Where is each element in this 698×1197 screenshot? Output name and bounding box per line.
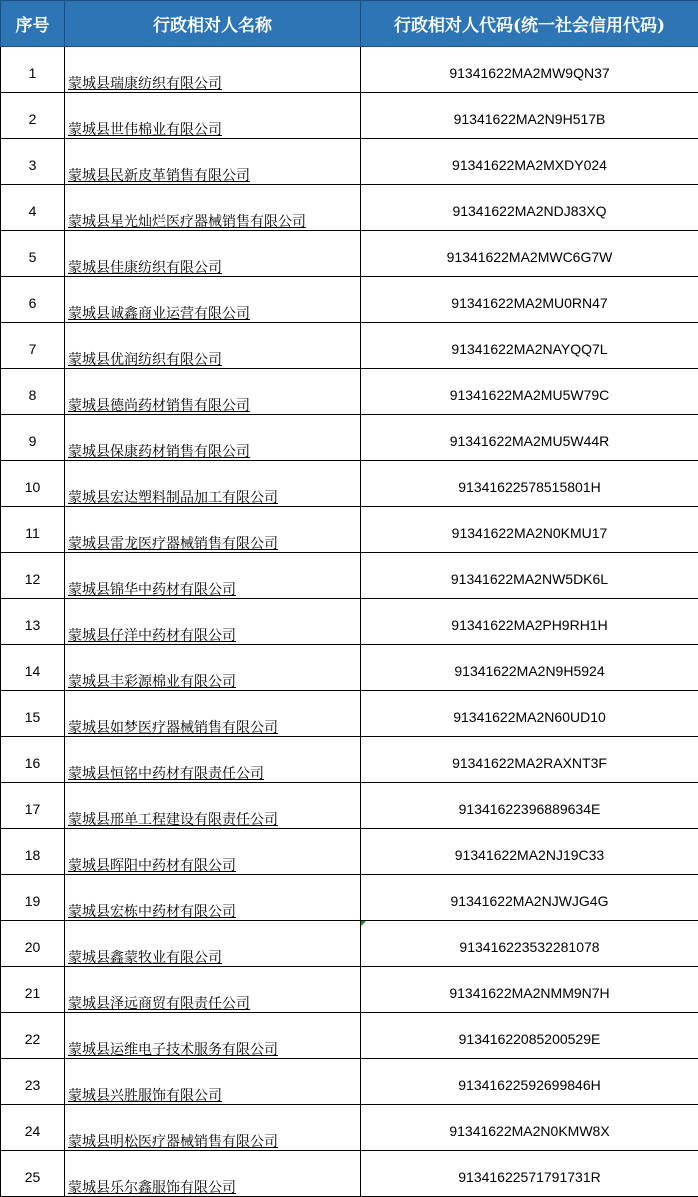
cell-serial-number[interactable]: 12 — [1, 553, 65, 599]
table-row — [1, 1151, 698, 1197]
table-row — [1, 415, 698, 461]
cell-entity-name[interactable] — [65, 323, 361, 369]
cell-credit-code[interactable]: 91341622MA2MWC6G7W — [361, 231, 698, 277]
cell-serial-number[interactable]: 1 — [1, 47, 65, 93]
cell-serial-number[interactable]: 13 — [1, 599, 65, 645]
cell-serial-number[interactable]: 22 — [1, 1013, 65, 1059]
cell-credit-code[interactable]: 91341622571791731R — [361, 1151, 698, 1197]
cell-serial-number[interactable]: 15 — [1, 691, 65, 737]
entity-name-text: 蒙城县仔洋中药材有限公司 — [68, 627, 236, 643]
entity-name-text: 蒙城县兴胜服饰有限公司 — [68, 1087, 222, 1103]
entity-name-text: 蒙城县民新皮革销售有限公司 — [68, 167, 250, 183]
entity-name-text: 蒙城县诚鑫商业运营有限公司 — [68, 305, 250, 321]
column-header-entity-name[interactable]: 行政相对人名称 — [65, 1, 361, 47]
cell-credit-code[interactable]: 91341622MA2NMM9N7H — [361, 967, 698, 1013]
table-row — [1, 737, 698, 783]
entity-name-text: 蒙城县保康药材销售有限公司 — [68, 443, 250, 459]
cell-serial-number[interactable]: 6 — [1, 277, 65, 323]
cell-credit-code[interactable]: 913416223532281078 — [361, 921, 698, 967]
column-header-credit-code[interactable]: 行政相对人代码(统一社会信用代码) — [361, 1, 698, 47]
cell-serial-number[interactable]: 7 — [1, 323, 65, 369]
table-row — [1, 461, 698, 507]
header-row — [1, 1, 698, 47]
cell-entity-name[interactable] — [65, 691, 361, 737]
entity-name-text: 蒙城县泽远商贸有限责任公司 — [68, 995, 250, 1011]
cell-entity-name[interactable] — [65, 507, 361, 553]
cell-serial-number[interactable]: 21 — [1, 967, 65, 1013]
entity-name-text: 蒙城县宏达塑料制品加工有限公司 — [68, 489, 278, 505]
cell-credit-code[interactable]: 91341622592699846H — [361, 1059, 698, 1105]
cell-credit-code[interactable]: 91341622MA2N9H5924 — [361, 645, 698, 691]
cell-serial-number[interactable]: 14 — [1, 645, 65, 691]
cell-entity-name[interactable] — [65, 47, 361, 93]
entity-name-text: 蒙城县鑫蒙牧业有限公司 — [68, 949, 222, 965]
cell-credit-code[interactable]: 91341622396889634E — [361, 783, 698, 829]
table-row — [1, 1059, 698, 1105]
table-row — [1, 1013, 698, 1059]
table-row — [1, 93, 698, 139]
cell-entity-name[interactable] — [65, 599, 361, 645]
entity-name-text: 蒙城县如梦医疗器械销售有限公司 — [68, 719, 278, 735]
cell-credit-code[interactable]: 91341622MA2NAYQQ7L — [361, 323, 698, 369]
cell-serial-number[interactable]: 18 — [1, 829, 65, 875]
entity-name-text: 蒙城县恒铭中药材有限责任公司 — [68, 765, 264, 781]
table-row — [1, 967, 698, 1013]
cell-serial-number[interactable]: 10 — [1, 461, 65, 507]
cell-entity-name[interactable] — [65, 277, 361, 323]
entity-name-text: 蒙城县丰彩源棉业有限公司 — [68, 673, 236, 689]
cell-credit-code[interactable]: 91341622578515801H — [361, 461, 698, 507]
cell-credit-code[interactable]: 91341622MA2MW9QN37 — [361, 47, 698, 93]
cell-serial-number[interactable]: 3 — [1, 139, 65, 185]
cell-credit-code[interactable]: 91341622MA2N0KMW8X — [361, 1105, 698, 1151]
cell-credit-code[interactable]: 91341622MA2NJ19C33 — [361, 829, 698, 875]
cell-credit-code[interactable]: 91341622MA2MU0RN47 — [361, 277, 698, 323]
entity-name-text: 蒙城县运维电子技术服务有限公司 — [68, 1041, 278, 1057]
cell-serial-number[interactable]: 16 — [1, 737, 65, 783]
cell-entity-name[interactable] — [65, 415, 361, 461]
cell-entity-name[interactable] — [65, 1013, 361, 1059]
cell-serial-number[interactable]: 9 — [1, 415, 65, 461]
cell-entity-name[interactable] — [65, 737, 361, 783]
cell-entity-name[interactable] — [65, 553, 361, 599]
entity-name-text: 蒙城县雷龙医疗器械销售有限公司 — [68, 535, 278, 551]
cell-credit-code[interactable]: 91341622MA2NDJ83XQ — [361, 185, 698, 231]
cell-serial-number[interactable]: 17 — [1, 783, 65, 829]
cell-entity-name[interactable] — [65, 921, 361, 967]
table-row — [1, 645, 698, 691]
entity-name-text: 蒙城县邢单工程建设有限责任公司 — [68, 811, 278, 827]
table-row — [1, 47, 698, 93]
cell-serial-number[interactable]: 2 — [1, 93, 65, 139]
cell-serial-number[interactable]: 5 — [1, 231, 65, 277]
cell-credit-code[interactable]: 91341622MA2PH9RH1H — [361, 599, 698, 645]
cell-entity-name[interactable] — [65, 461, 361, 507]
cell-entity-name[interactable] — [65, 231, 361, 277]
cell-serial-number[interactable]: 20 — [1, 921, 65, 967]
cell-credit-code[interactable]: 91341622085200529E — [361, 1013, 698, 1059]
entity-name-text: 蒙城县瑞康纺织有限公司 — [68, 75, 222, 91]
cell-entity-name[interactable] — [65, 645, 361, 691]
cell-entity-name[interactable] — [65, 369, 361, 415]
table-row — [1, 323, 698, 369]
cell-entity-name[interactable] — [65, 1105, 361, 1151]
column-header-serial-number[interactable]: 序号 — [1, 1, 65, 47]
table-row — [1, 829, 698, 875]
cell-serial-number[interactable]: 24 — [1, 1105, 65, 1151]
cell-credit-code[interactable]: 91341622MA2N0KMU17 — [361, 507, 698, 553]
cell-serial-number[interactable]: 19 — [1, 875, 65, 921]
cell-entity-name[interactable] — [65, 783, 361, 829]
cell-credit-code[interactable]: 91341622MA2RAXNT3F — [361, 737, 698, 783]
cell-entity-name[interactable] — [65, 967, 361, 1013]
cell-entity-name[interactable] — [65, 1151, 361, 1197]
cell-credit-code[interactable]: 91341622MA2N9H517B — [361, 93, 698, 139]
table-row — [1, 921, 698, 967]
entity-name-text: 蒙城县锦华中药材有限公司 — [68, 581, 236, 597]
cell-entity-name[interactable] — [65, 829, 361, 875]
table-row — [1, 231, 698, 277]
cell-credit-code[interactable]: 91341622MA2MU5W44R — [361, 415, 698, 461]
table-row — [1, 369, 698, 415]
entity-name-text: 蒙城县优润纺织有限公司 — [68, 351, 222, 367]
table-row — [1, 1105, 698, 1151]
entity-name-text: 蒙城县德尚药材销售有限公司 — [68, 397, 250, 413]
cell-entity-name[interactable] — [65, 875, 361, 921]
cell-entity-name[interactable] — [65, 185, 361, 231]
entity-name-text: 蒙城县世伟棉业有限公司 — [68, 121, 222, 137]
cell-credit-code[interactable]: 91341622MA2NJWJG4G — [361, 875, 698, 921]
table-row — [1, 599, 698, 645]
entity-name-text: 蒙城县乐尔鑫服饰有限公司 — [68, 1179, 236, 1195]
entity-name-text: 蒙城县明松医疗器械销售有限公司 — [68, 1133, 278, 1149]
cell-entity-name[interactable] — [65, 1059, 361, 1105]
cell-serial-number[interactable]: 11 — [1, 507, 65, 553]
cell-entity-name[interactable] — [65, 139, 361, 185]
cell-credit-code[interactable]: 91341622MA2N60UD10 — [361, 691, 698, 737]
cell-serial-number[interactable]: 25 — [1, 1151, 65, 1197]
table-row — [1, 507, 698, 553]
table-row — [1, 277, 698, 323]
entity-name-text: 蒙城县佳康纺织有限公司 — [68, 259, 222, 275]
table-row — [1, 553, 698, 599]
table-row — [1, 185, 698, 231]
cell-serial-number[interactable]: 4 — [1, 185, 65, 231]
table-row — [1, 139, 698, 185]
cell-credit-code[interactable]: 91341622MA2NW5DK6L — [361, 553, 698, 599]
cell-entity-name[interactable] — [65, 93, 361, 139]
table-row — [1, 783, 698, 829]
cell-serial-number[interactable]: 23 — [1, 1059, 65, 1105]
table-row — [1, 875, 698, 921]
cell-serial-number[interactable]: 8 — [1, 369, 65, 415]
cell-credit-code[interactable]: 91341622MA2MU5W79C — [361, 369, 698, 415]
table-row — [1, 691, 698, 737]
entity-name-text: 蒙城县星光灿烂医疗器械销售有限公司 — [68, 213, 306, 229]
entity-name-text: 蒙城县晖阳中药材有限公司 — [68, 857, 236, 873]
cell-credit-code[interactable]: 91341622MA2MXDY024 — [361, 139, 698, 185]
entity-name-text: 蒙城县宏栋中药材有限公司 — [68, 903, 236, 919]
